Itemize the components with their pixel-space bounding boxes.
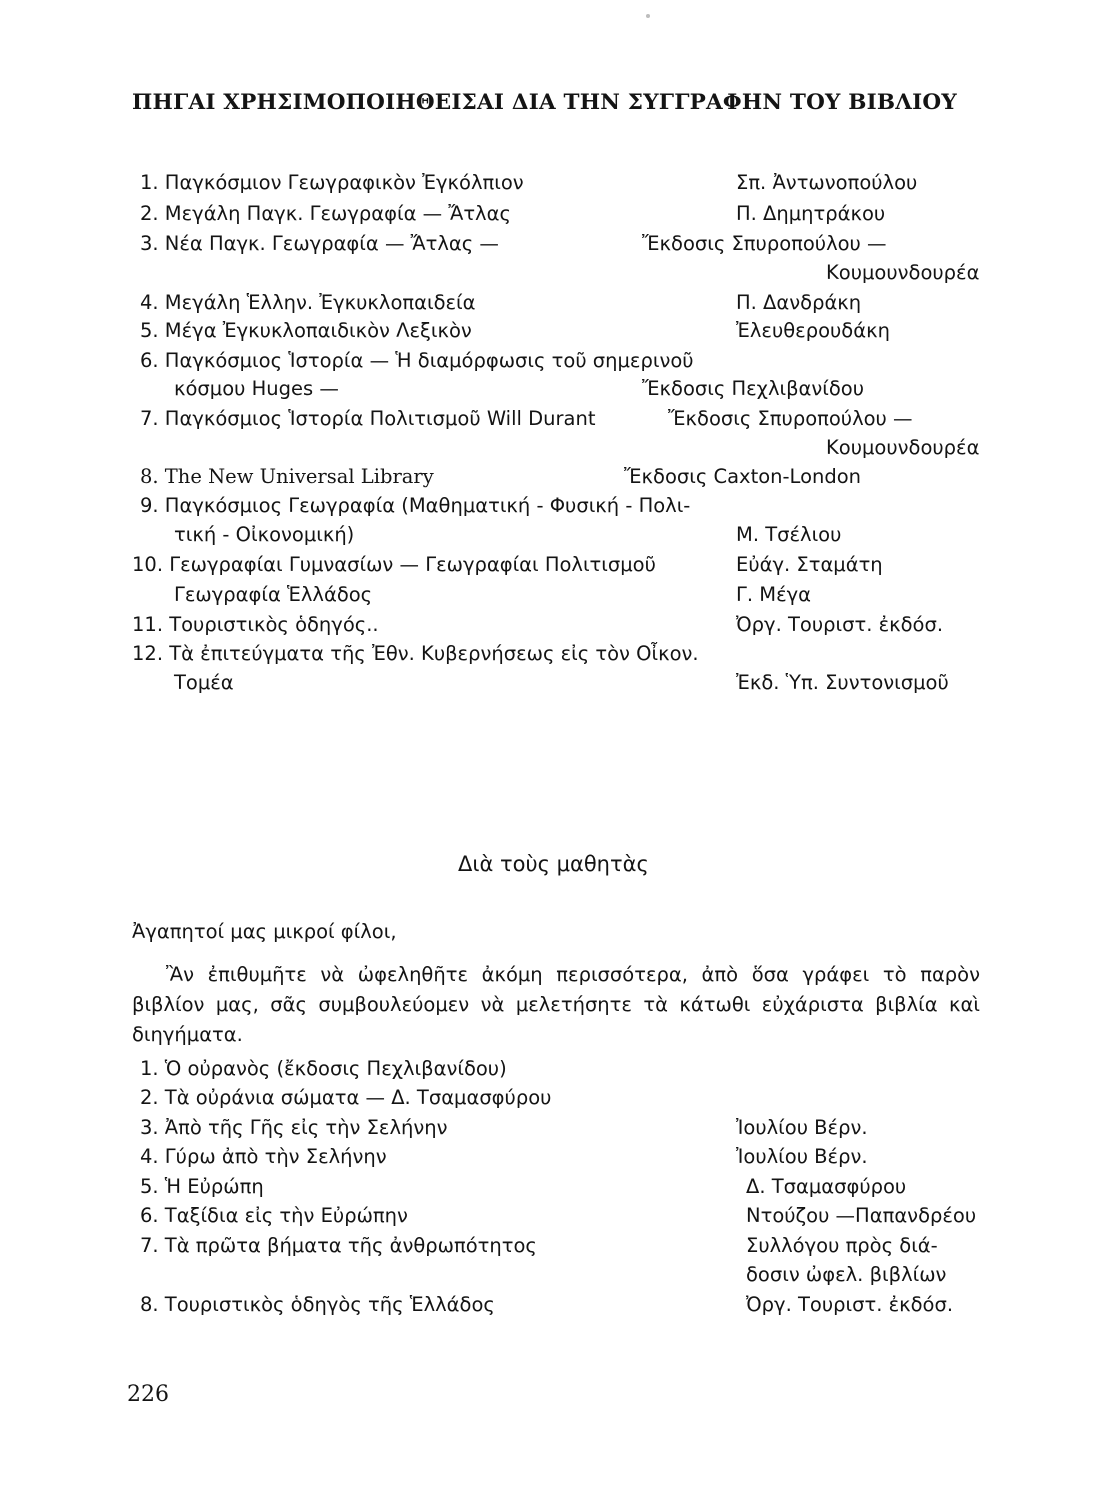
- book-6-title: 6. Ταξίδια εἰς τὴν Εὐρώπην: [140, 1204, 408, 1227]
- intro-paragraph-line-1: Ἂν ἐπιθυμῆτε νὰ ὠφεληθῆτε ἀκόμη περισσότερα, ἀπὸ ὅσα γράφει τὸ παρὸν: [166, 963, 980, 986]
- source-1-publisher: Σπ. Ἀντωνοπούλου: [736, 171, 918, 194]
- source-8-publisher: Ἔκδοσις Caxton-London: [624, 465, 862, 488]
- book-4-author: Ἰουλίου Βέρν.: [736, 1145, 868, 1168]
- source-10-title: 10. Γεωγραφίαι Γυμνασίων — Γεωγραφίαι Πολιτισμοῦ: [132, 553, 656, 576]
- book-4-title: 4. Γύρω ἀπὸ τὴν Σελήνην: [140, 1145, 387, 1168]
- paper-speck: [646, 14, 650, 18]
- source-7-publisher-cont: Κουμουνδουρέα: [826, 436, 980, 459]
- source-12-title-cont: Τομέα: [174, 671, 234, 694]
- source-6-title-cont: κόσμου Huges —: [174, 377, 339, 400]
- book-3-title: 3. Ἀπὸ τῆς Γῆς εἰς τὴν Σελήνην: [140, 1116, 448, 1139]
- source-11-publisher: Ὀργ. Τουριστ. ἐκδόσ.: [736, 613, 944, 636]
- intro-paragraph-line-2: βιβλίον μας, σᾶς συμβουλεύομεν νὰ μελετήσητε τὰ κάτωθι εὐχάριστα βιβλία καὶ: [132, 993, 980, 1016]
- source-12-publisher: Ἐκδ. Ὑπ. Συντονισμοῦ: [736, 671, 949, 694]
- source-6-title: 6. Παγκόσμιος Ἱστορία — Ἡ διαμόρφωσις τοῦ σημερινοῦ: [140, 349, 694, 372]
- source-8-title: 8. The New Universal Library: [140, 465, 434, 488]
- source-3-publisher-cont: Κουμουνδουρέα: [826, 261, 980, 284]
- source-9-title-cont: τική - Οἰκονομική): [174, 523, 355, 546]
- book-5-author: Δ. Τσαμασφύρου: [746, 1175, 907, 1198]
- students-heading: Διὰ τοὺς μαθητὰς: [458, 852, 649, 876]
- source-3-title: 3. Νέα Παγκ. Γεωγραφία — Ἄτλας —: [140, 232, 499, 255]
- source-2-publisher: Π. Δημητράκου: [736, 202, 886, 225]
- book-1-title: 1. Ὁ οὐρανὸς (ἔκδοσις Πεχλιβανίδου): [140, 1057, 507, 1080]
- source-7-publisher: Ἔκδοσις Σπυροπούλου —: [668, 407, 913, 430]
- source-5-title: 5. Μέγα Ἐγκυκλοπαιδικὸν Λεξικὸν: [140, 319, 472, 342]
- source-5-publisher: Ἐλευθερουδάκη: [736, 319, 890, 342]
- source-10-publisher: Εὐάγ. Σταμάτη: [736, 553, 883, 576]
- salutation: Ἀγαπητοί μας μικροί φίλοι,: [132, 920, 397, 943]
- source-3-publisher: Ἔκδοσις Σπυροπούλου —: [642, 232, 887, 255]
- book-6-author: Ντούζου —Παπανδρέου: [746, 1204, 977, 1227]
- book-7-author-cont: δοσιν ὠφελ. βιβλίων: [746, 1263, 947, 1286]
- book-8-author: Ὀργ. Τουριστ. ἐκδόσ.: [746, 1293, 954, 1316]
- page-title: ΠΗΓΑΙ ΧΡΗΣΙΜΟΠΟΙΗΘΕΙΣΑΙ ΔΙΑ ΤΗΝ ΣΥΓΓΡΑΦΗΝ ΤΟΥ ΒΙΒΛΙΟΥ: [132, 90, 957, 115]
- source-9-publisher: Μ. Τσέλιου: [736, 523, 842, 546]
- book-2-title: 2. Τὰ οὐράνια σώματα — Δ. Τσαμασφύρου: [140, 1086, 552, 1109]
- source-10-publisher-cont: Γ. Μέγα: [736, 583, 812, 606]
- source-2-title: 2. Μεγάλη Παγκ. Γεωγραφία — Ἄτλας: [140, 202, 511, 225]
- source-10-title-cont: Γεωγραφία Ἑλλάδος: [174, 583, 373, 606]
- source-6-publisher: Ἔκδοσις Πεχλιβανίδου: [642, 377, 865, 400]
- source-11-title: 11. Τουριστικὸς ὁδηγός..: [132, 613, 379, 636]
- source-4-title: 4. Μεγάλη Ἑλλην. Ἐγκυκλοπαιδεία: [140, 291, 476, 314]
- source-1-title: 1. Παγκόσμιον Γεωγραφικὸν Ἐγκόλπιον: [140, 171, 524, 194]
- book-8-title: 8. Τουριστικὸς ὁδηγὸς τῆς Ἑλλάδος: [140, 1293, 495, 1316]
- source-4-publisher: Π. Δανδράκη: [736, 291, 862, 314]
- source-12-title: 12. Τὰ ἐπιτεύγματα τῆς Ἐθν. Κυβερνήσεως εἰς τὸν Οἶκον.: [132, 642, 699, 665]
- book-7-title: 7. Τὰ πρῶτα βήματα τῆς ἀνθρωπότητος: [140, 1234, 537, 1257]
- source-7-title: 7. Παγκόσμιος Ἱστορία Πολιτισμοῦ Will Durant: [140, 407, 596, 430]
- intro-paragraph-line-3: διηγήματα.: [132, 1023, 243, 1046]
- page-number: 226: [127, 1382, 169, 1407]
- book-3-author: Ἰουλίου Βέρν.: [736, 1116, 868, 1139]
- book-5-title: 5. Ἡ Εὐρώπη: [140, 1175, 264, 1198]
- book-7-author: Συλλόγου πρὸς διά-: [746, 1234, 938, 1257]
- source-9-title: 9. Παγκόσμιος Γεωγραφία (Μαθηματική - Φυσική - Πολι-: [140, 494, 691, 517]
